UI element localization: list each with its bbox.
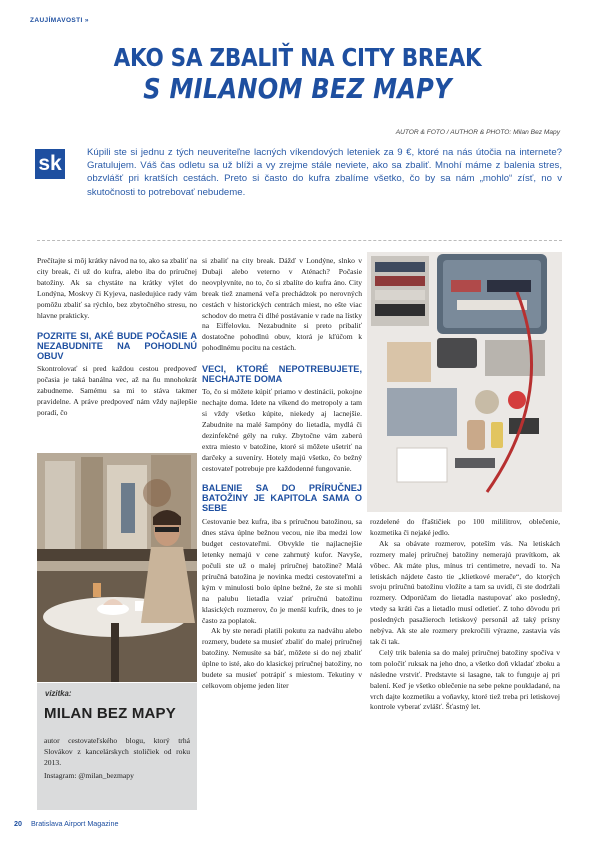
article-title-line1: AKO SA ZBALIŤ NA CITY BREAK xyxy=(113,43,482,72)
col2-paragraph-3: Cestovanie bez kufra, iba s príručnou batožinou, sa dnes stáva úplne bežnou vecou, nie iba medzi low budget cestovateľmi. Obvykle tie najlacnejšie letenky nemajú v cene zahrnutý kufor. Navyše, počuli ste už o malej príručnej batožine? Malá príručná batožina je novinka medzi cestovateľmi a kým v minulosti bolo úplne bežné, že ste si mohli na palubu lietadla vziať príručnú batožinu klasických rozmerov, čo je menší kufrík, dnes to je často za poplatok. xyxy=(202,517,362,625)
page-number: 20 xyxy=(14,819,22,828)
packing-photo xyxy=(367,252,562,512)
col2-paragraph-2: To, čo si môžete kúpiť priamo v destinácii, pokojne nechajte doma. Idete na víkend do metropoly a tam si vždy všetko kúpite, niekedy aj lacnejšie. Zabudnite na malé šampóny do lietadla, mydlá či dezinfekčné gély na ruky. Zbytočne vám zaberú extra miesto v batožine, ktoré si môžete ušetriť na darčeky a suveníry. Hotely majú všetko, čo bežný cestovateľ potrebuje pre každodenné fungovanie. xyxy=(202,387,362,473)
column-2 xyxy=(202,256,362,692)
author-credit: AUTOR & FOTO / AUTHOR & PHOTO: Milan Bez Mapy xyxy=(395,129,560,136)
language-badge: sk xyxy=(35,149,65,179)
article-title-line2: S MILANOM BEZ MAPY xyxy=(143,72,452,105)
page-footer xyxy=(14,819,119,828)
bio-tag: vizitka: xyxy=(45,689,72,698)
magazine-name: Bratislava Airport Magazine xyxy=(31,819,119,828)
col2-heading-carry-on: BALENIE SA DO PRÍRUČNEJ BATOŽINY JE KAPITOLA SAMA O SEBE xyxy=(202,483,362,514)
bio-instagram: Instagram: @milan_bezmapy xyxy=(44,771,134,780)
column-3 xyxy=(370,517,560,713)
packing-flatlay-illustration xyxy=(367,252,562,512)
cafe-scene-illustration xyxy=(37,453,197,682)
col3-paragraph-1: rozdelené do fľaštičiek po 100 mililitrov, oblečenie, kozmetika či nejaké jedlo. xyxy=(370,517,560,537)
col2-heading-leave-home: VECI, KTORÉ NEPOTREBUJETE, NECHAJTE DOMA xyxy=(202,364,362,385)
col1-paragraph-1: Prečítajte si môj krátky návod na to, ako sa zbaliť na city break, či už do kufra, alebo iba do príručnej batožiny. Ak sa chystáte na krátky výlet do Londýna, Moskvy či Kyjeva, nasledujúce rady vám pomôžu zbaliť sa rýchlo, bez zbytočného stresu, no hlavne prakticky. xyxy=(37,256,197,320)
col1-paragraph-2: Skontrolovať si pred každou cestou predpoveď počasia je taká banálna vec, až na ňu mnohokrát zabudneme. Samému sa mi to stáva takmer pravidelne. A práve predpoveď nám vždy najlepšie poradí, čo xyxy=(37,364,197,418)
bio-name: MILAN BEZ MAPY xyxy=(44,705,176,722)
author-photo xyxy=(37,453,197,682)
bio-text: autor cestovateľského blogu, ktorý trhá Slovákov z kancelárskych stoličiek od roku 2013. xyxy=(44,736,190,767)
col2-paragraph-1: si zbaliť na city break. Dážď v Londýne, slnko v Dubaji alebo veterno v Aténach? Počasie neovplyvníte, no to, čo si zbalíte do kufra áno. City break tiež znamená veľa prechádzok po nerovných cestách v historických centrách miest, no ešte viac schodov do metra či dlhé postávanie v rade na lístky na Eiffelovku. Nezabudnite si preto pribaliť dostatočne pohodlnú obuv, ktorá je kľúčom k pohodlnému pocitu na cestách. xyxy=(202,256,362,353)
col3-paragraph-2: Ak sa obávate rozmerov, poteším vás. Na letiskách rozmery malej príručnej batožiny nemerajú pravítkom, ak vôbec. Ak máte plus, mínus tri centimetre, nevadí to. Na letiskách nájdete často tie „klietkové merače“, do ktorých svoju príručnú batožinu vložíte a tam sa uvidí, či ste dodržali rozmery. Odporúčam do lietadla nastupovať ako posledný, vtedy sa kráti čas a lietadlo musí odletieť. Z toho dôvodu pri posledných pasažieroch letiskový personál až taký prísny nebýva. Ak ste ale rozmery prekročili výrazne, zastavia vás tak či tak. xyxy=(370,538,560,646)
column-1 xyxy=(37,256,197,419)
bio-box xyxy=(37,683,197,810)
section-tag: ZAUJÍMAVOSTI » xyxy=(30,17,89,24)
col3-paragraph-3: Celý trik balenia sa do malej príručnej batožiny spočíva v tom poločiť ruksak na jeho dno, a všetko doň vkladať zboku a následne vrstviť. Predstavte si lasagne, tak to funguje aj pri balení. Keď je všetko oblečenie na sebe pekne poukladané, na vrch dajte kozmetiku a voňavky, ktoré tiež treba pri letiskovej kontrole vyberať zvlášť. Šťastný let. xyxy=(370,647,560,712)
intro-divider xyxy=(37,240,562,241)
intro-paragraph: Kúpili ste si jednu z tých neuveriteľne lacných víkendových leteniek za 9 €, ktoré na nás útočia na internete? Gratulujem. Váš čas odletu sa už blíži a vy zrejme stále neviete, ako sa zbaliť. Mnohí máme z balenia stres, obzvlášť pri kratších cestách. Preto si často do kufra zbalíme všetko, čo by sa nám „mohlo“ zísť, no v skutočnosti to potrebovať nebudeme. xyxy=(87,147,562,198)
col2-paragraph-4: Ak by ste neradi platili pokutu za nadváhu alebo rozmery, budete sa musieť zbaliť do malej príručnej batožiny. Nemusíte sa báť, môžete si do nej zbaliť úplne to isté, ako do klasickej príručnej batožiny, no budete sa musieť potrápiť s miestom. Tekutiny v celkovom objeme jeden liter xyxy=(202,626,362,690)
col1-heading-weather: POZRITE SI, AKÉ BUDE POČASIE A NEZABUDNITE NA POHODLNÚ OBUV xyxy=(37,331,197,362)
